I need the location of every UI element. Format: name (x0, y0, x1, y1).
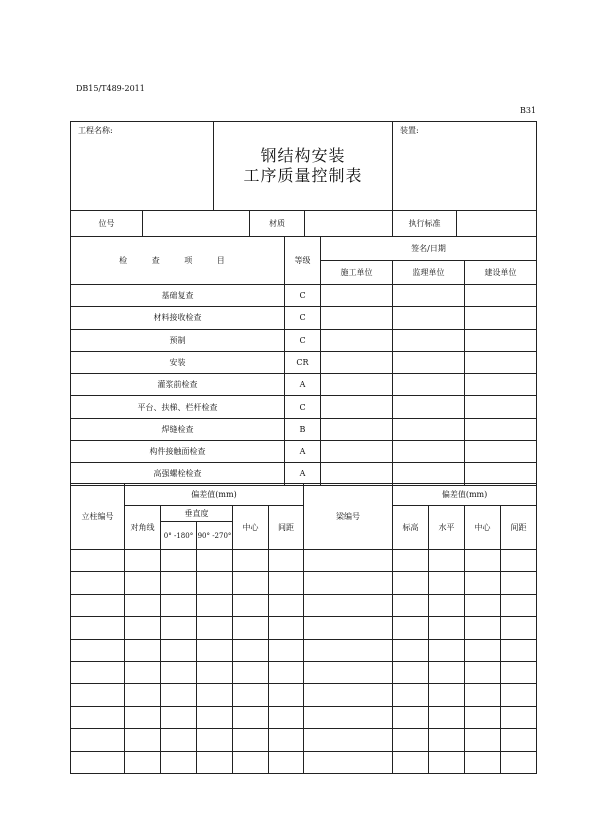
column-center-cell[interactable] (233, 639, 269, 661)
sign-owner-cell[interactable] (465, 418, 537, 440)
diagonal-cell[interactable] (125, 729, 161, 751)
column-spacing-cell[interactable] (269, 661, 304, 683)
inspection-row (71, 441, 537, 463)
inspection-row (71, 396, 537, 418)
column-spacing-cell[interactable] (269, 729, 304, 751)
beam-center-cell[interactable] (465, 751, 501, 773)
column-spacing-cell[interactable] (269, 594, 304, 616)
inspection-item-grade: CR (285, 351, 321, 373)
deviation-header-right: 偏差值(mm) (393, 484, 537, 506)
inspection-item-name: 基础复查 (71, 285, 285, 307)
level-cell[interactable] (429, 572, 465, 594)
inspection-item-name: 焊缝检查 (71, 418, 285, 440)
inspection-item-grade: C (285, 307, 321, 329)
sign-construction-cell[interactable] (321, 396, 393, 418)
sign-col-owner: 建设单位 (465, 261, 537, 285)
beam-center-cell[interactable] (465, 594, 501, 616)
column-no-cell[interactable] (71, 617, 125, 639)
beam-center-cell[interactable] (465, 684, 501, 706)
sign-owner-cell[interactable] (465, 329, 537, 351)
deviation-row (71, 594, 537, 616)
vertical-0-180-cell[interactable] (161, 751, 197, 773)
sign-owner-cell[interactable] (465, 374, 537, 396)
column-center-cell[interactable] (233, 594, 269, 616)
column-no-cell[interactable] (71, 639, 125, 661)
elevation-cell[interactable] (393, 661, 429, 683)
elevation-header: 标高 (393, 506, 429, 550)
sign-supervision-cell[interactable] (393, 351, 465, 373)
deviation-row (71, 550, 537, 572)
grade-header: 等级 (285, 237, 321, 285)
column-no-cell[interactable] (71, 661, 125, 683)
standard-label: 执行标准 (393, 211, 457, 237)
beam-spacing-cell[interactable] (501, 751, 537, 773)
sign-supervision-cell[interactable] (393, 441, 465, 463)
inspection-row (71, 418, 537, 440)
inspection-item-name: 平台、扶梯、栏杆检查 (71, 396, 285, 418)
beam-spacing-cell[interactable] (501, 684, 537, 706)
item-header: 检 查 项 目 (71, 237, 285, 285)
elevation-cell[interactable] (393, 684, 429, 706)
column-center-cell[interactable] (233, 729, 269, 751)
sign-owner-cell[interactable] (465, 441, 537, 463)
vertical-90-270-cell[interactable] (197, 617, 233, 639)
column-center-cell[interactable] (233, 661, 269, 683)
inspection-item-name: 构件接触面检查 (71, 441, 285, 463)
vertical-90-270-cell[interactable] (197, 572, 233, 594)
beam-spacing-cell[interactable] (501, 661, 537, 683)
elevation-cell[interactable] (393, 617, 429, 639)
title-line-2: 工序质量控制表 (243, 166, 363, 185)
column-center-cell[interactable] (233, 617, 269, 639)
sign-construction-cell[interactable] (321, 351, 393, 373)
material-field[interactable] (305, 211, 393, 237)
column-spacing-cell[interactable] (269, 639, 304, 661)
sign-owner-cell[interactable] (465, 463, 537, 485)
column-center-cell[interactable] (233, 751, 269, 773)
deviation-row (71, 639, 537, 661)
column-spacing-cell[interactable] (269, 706, 304, 728)
vertical-90-270-cell[interactable] (197, 661, 233, 683)
unit-label: 装置: (400, 126, 419, 135)
beam-center-cell[interactable] (465, 572, 501, 594)
sign-supervision-cell[interactable] (393, 463, 465, 485)
beam-spacing-cell[interactable] (501, 572, 537, 594)
inspection-item-name: 预制 (71, 329, 285, 351)
inspection-item-name: 高强螺栓检查 (71, 463, 285, 485)
vertical-0-180-cell[interactable] (161, 617, 197, 639)
inspection-row (71, 307, 537, 329)
inspection-row (71, 329, 537, 351)
column-spacing-cell[interactable] (269, 617, 304, 639)
form-title (214, 122, 393, 211)
diagonal-cell[interactable] (125, 594, 161, 616)
elevation-cell[interactable] (393, 729, 429, 751)
diagonal-cell[interactable] (125, 751, 161, 773)
sign-construction-cell[interactable] (321, 374, 393, 396)
inspection-item-name: 安装 (71, 351, 285, 373)
spacing-header: 间距 (269, 506, 304, 550)
sign-construction-cell[interactable] (321, 307, 393, 329)
inspection-row (71, 463, 537, 485)
deviation-row (71, 729, 537, 751)
elevation-cell[interactable] (393, 706, 429, 728)
inspection-item-grade: C (285, 396, 321, 418)
vertical-90-270-cell[interactable] (197, 550, 233, 572)
beam-center-cell[interactable] (465, 617, 501, 639)
inspection-item-name: 灌浆前检查 (71, 374, 285, 396)
beam-spacing-cell[interactable] (501, 594, 537, 616)
vertical-90-270-cell[interactable] (197, 729, 233, 751)
level-cell[interactable] (429, 617, 465, 639)
sign-supervision-cell[interactable] (393, 285, 465, 307)
inspection-item-grade: B (285, 418, 321, 440)
column-no-cell[interactable] (71, 751, 125, 773)
deviation-header-left: 偏差值(mm) (125, 484, 304, 506)
elevation-cell[interactable] (393, 639, 429, 661)
project-name-cell[interactable] (71, 122, 214, 211)
vertical-0-180-cell[interactable] (161, 706, 197, 728)
deviation-row (71, 617, 537, 639)
beam-no-cell[interactable] (304, 572, 393, 594)
beam-no-cell[interactable] (304, 594, 393, 616)
inspection-table (70, 236, 537, 486)
inspection-item-grade: A (285, 463, 321, 485)
level-cell[interactable] (429, 684, 465, 706)
beam-spacing-cell[interactable] (501, 706, 537, 728)
vertical-0-180-cell[interactable] (161, 572, 197, 594)
column-spacing-cell[interactable] (269, 572, 304, 594)
inspection-row (71, 374, 537, 396)
project-name-label: 工程名称: (78, 126, 113, 135)
column-no-cell[interactable] (71, 706, 125, 728)
diagonal-cell[interactable] (125, 639, 161, 661)
beam-center-cell[interactable] (465, 550, 501, 572)
vertical-0-180-cell[interactable] (161, 729, 197, 751)
vertical-0-180-cell[interactable] (161, 661, 197, 683)
inspection-item-name: 材料接收检查 (71, 307, 285, 329)
deviation-row (71, 661, 537, 683)
info-table (70, 210, 537, 237)
inspection-row (71, 351, 537, 373)
angle-b-header: 90° -270° (197, 522, 233, 550)
deviation-row (71, 684, 537, 706)
vertical-90-270-cell[interactable] (197, 684, 233, 706)
column-spacing-cell[interactable] (269, 550, 304, 572)
elevation-cell[interactable] (393, 550, 429, 572)
column-center-cell[interactable] (233, 684, 269, 706)
inspection-item-grade: A (285, 374, 321, 396)
beam-center-cell[interactable] (465, 706, 501, 728)
beam-center-cell[interactable] (465, 661, 501, 683)
beam-no-cell[interactable] (304, 706, 393, 728)
vertical-header: 垂直度 (161, 506, 233, 522)
diagonal-header: 对角线 (125, 506, 161, 550)
diagonal-cell[interactable] (125, 550, 161, 572)
sign-construction-cell[interactable] (321, 463, 393, 485)
position-label: 位号 (71, 211, 143, 237)
beam-center-cell[interactable] (465, 729, 501, 751)
vertical-90-270-cell[interactable] (197, 594, 233, 616)
column-no-cell[interactable] (71, 572, 125, 594)
position-field[interactable] (143, 211, 250, 237)
vertical-0-180-cell[interactable] (161, 550, 197, 572)
column-spacing-cell[interactable] (269, 684, 304, 706)
level-cell[interactable] (429, 706, 465, 728)
diagonal-cell[interactable] (125, 661, 161, 683)
beam-no-header: 梁编号 (304, 484, 393, 550)
title-line-1: 钢结构安装 (260, 146, 346, 165)
elevation-cell[interactable] (393, 572, 429, 594)
column-no-cell[interactable] (71, 729, 125, 751)
vertical-90-270-cell[interactable] (197, 639, 233, 661)
beam-no-cell[interactable] (304, 729, 393, 751)
beam-no-cell[interactable] (304, 684, 393, 706)
sign-supervision-cell[interactable] (393, 307, 465, 329)
sign-supervision-cell[interactable] (393, 374, 465, 396)
sign-owner-cell[interactable] (465, 351, 537, 373)
angle-a-header: 0° -180° (161, 522, 197, 550)
elevation-cell[interactable] (393, 751, 429, 773)
level-cell[interactable] (429, 661, 465, 683)
beam-spacing-cell[interactable] (501, 550, 537, 572)
sign-supervision-cell[interactable] (393, 418, 465, 440)
unit-cell[interactable] (393, 122, 537, 211)
inspection-row (71, 285, 537, 307)
beam-spacing-cell[interactable] (501, 617, 537, 639)
diagonal-cell[interactable] (125, 617, 161, 639)
column-no-cell[interactable] (71, 550, 125, 572)
form-code: B31 (520, 106, 537, 115)
diagonal-cell[interactable] (125, 684, 161, 706)
diagonal-cell[interactable] (125, 572, 161, 594)
inspection-item-grade: A (285, 441, 321, 463)
column-no-header: 立柱编号 (71, 484, 125, 550)
beam-spacing-cell[interactable] (501, 729, 537, 751)
column-spacing-cell[interactable] (269, 751, 304, 773)
sign-owner-cell[interactable] (465, 396, 537, 418)
standard-field[interactable] (457, 211, 537, 237)
sign-col-construction: 施工单位 (321, 261, 393, 285)
sign-owner-cell[interactable] (465, 307, 537, 329)
document-code: DB15/T489-2011 (76, 84, 145, 93)
diagonal-cell[interactable] (125, 706, 161, 728)
vertical-90-270-cell[interactable] (197, 751, 233, 773)
column-center-cell[interactable] (233, 572, 269, 594)
elevation-cell[interactable] (393, 594, 429, 616)
column-no-cell[interactable] (71, 684, 125, 706)
sign-construction-cell[interactable] (321, 285, 393, 307)
header-table (70, 121, 537, 211)
deviation-row (71, 706, 537, 728)
beam-center-cell[interactable] (465, 639, 501, 661)
sign-construction-cell[interactable] (321, 418, 393, 440)
beam-no-cell[interactable] (304, 550, 393, 572)
sign-supervision-cell[interactable] (393, 396, 465, 418)
sign-construction-cell[interactable] (321, 329, 393, 351)
spacing-header-right: 间距 (501, 506, 537, 550)
sign-owner-cell[interactable] (465, 285, 537, 307)
beam-no-cell[interactable] (304, 617, 393, 639)
vertical-90-270-cell[interactable] (197, 706, 233, 728)
beam-spacing-cell[interactable] (501, 639, 537, 661)
inspection-item-grade: C (285, 329, 321, 351)
level-header: 水平 (429, 506, 465, 550)
deviation-table (70, 483, 537, 774)
level-cell[interactable] (429, 550, 465, 572)
level-cell[interactable] (429, 639, 465, 661)
level-cell[interactable] (429, 594, 465, 616)
sign-construction-cell[interactable] (321, 441, 393, 463)
column-center-cell[interactable] (233, 550, 269, 572)
deviation-row (71, 572, 537, 594)
beam-no-cell[interactable] (304, 751, 393, 773)
sign-header: 签名/日期 (321, 237, 537, 261)
beam-no-cell[interactable] (304, 639, 393, 661)
deviation-row (71, 751, 537, 773)
center-header-right: 中心 (465, 506, 501, 550)
column-no-cell[interactable] (71, 594, 125, 616)
vertical-0-180-cell[interactable] (161, 594, 197, 616)
sign-col-supervision: 监理单位 (393, 261, 465, 285)
material-label: 材质 (250, 211, 305, 237)
level-cell[interactable] (429, 729, 465, 751)
sign-supervision-cell[interactable] (393, 329, 465, 351)
column-center-cell[interactable] (233, 706, 269, 728)
vertical-0-180-cell[interactable] (161, 639, 197, 661)
level-cell[interactable] (429, 751, 465, 773)
inspection-item-grade: C (285, 285, 321, 307)
vertical-0-180-cell[interactable] (161, 684, 197, 706)
center-header: 中心 (233, 506, 269, 550)
beam-no-cell[interactable] (304, 661, 393, 683)
